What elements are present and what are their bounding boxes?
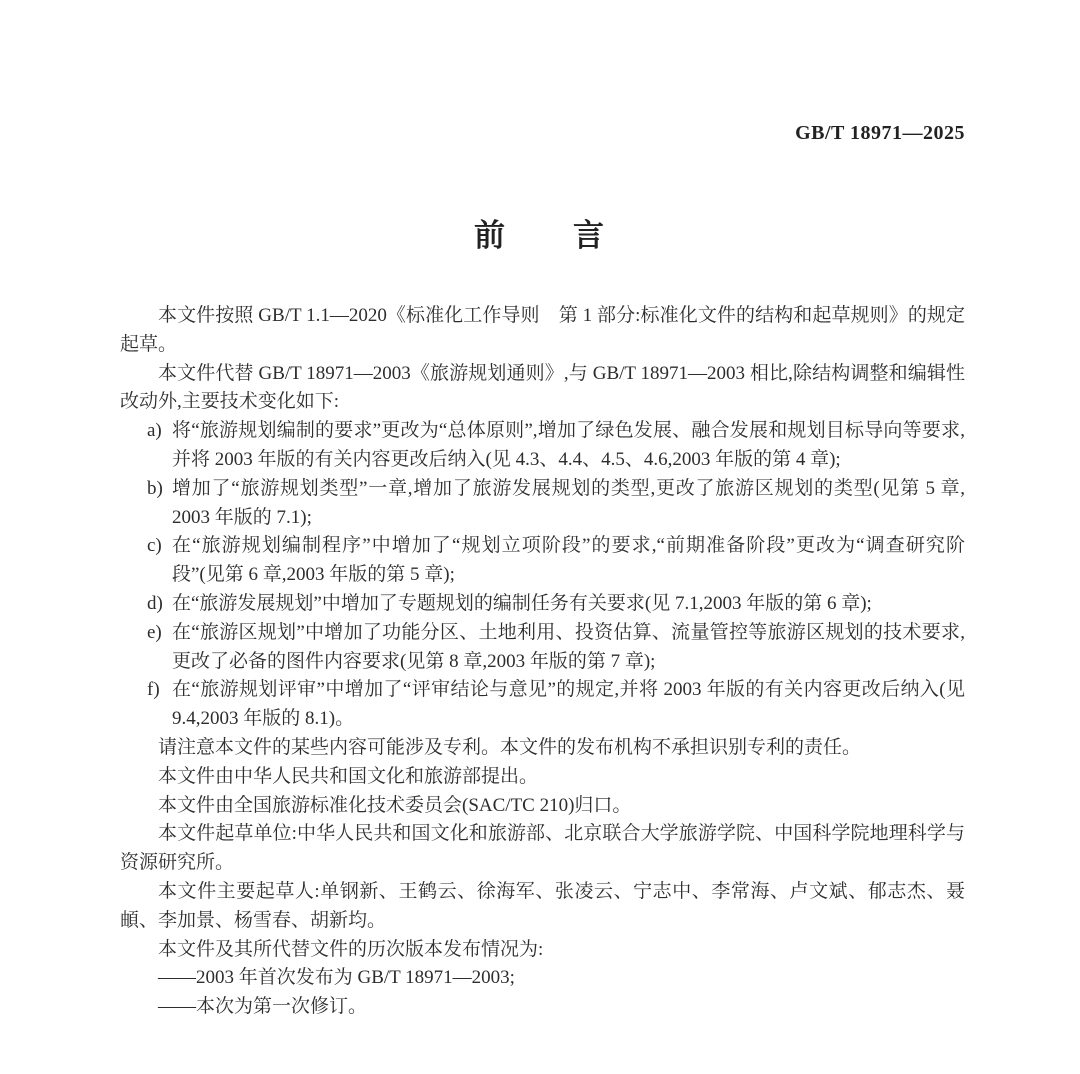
- history-line-2003: ——2003 年首次发布为 GB/T 18971—2003;: [158, 967, 515, 989]
- change-item-e: [120, 619, 965, 677]
- item-text: 在“旅游区规划”中增加了功能分区、土地利用、投资估算、流量管控等旅游区规划的技术要求,更改了必备的图件内容要求(见第 8 章,2003 年版的第 7 章);: [172, 621, 965, 672]
- paragraph-proposer: 本文件由中华人民共和国文化和旅游部提出。: [158, 765, 539, 787]
- paragraph-replacement: 本文件代替 GB/T 18971—2003《旅游规划通则》,与 GB/T 18971—2003 相比,除结构调整和编辑性改动外,主要技术变化如下:: [120, 362, 965, 413]
- paragraph-patent-notice: 请注意本文件的某些内容可能涉及专利。本文件的发布机构不承担识别专利的责任。: [158, 736, 862, 758]
- item-label: c): [147, 535, 162, 557]
- change-item-f: [120, 676, 965, 734]
- paragraph-drafters: 本文件主要起草人:单钢新、王鹤云、徐海军、张凌云、宁志中、李常海、卢文斌、郁志杰、聂頔、李加景、杨雪春、胡新均。: [120, 880, 965, 931]
- foreword-body: [120, 302, 965, 1022]
- item-label: f): [147, 679, 160, 701]
- change-item-d: [120, 590, 965, 619]
- item-label: a): [147, 420, 162, 442]
- paragraph-drafting-units: 本文件起草单位:中华人民共和国文化和旅游部、北京联合大学旅游学院、中国科学院地理科学与资源研究所。: [120, 823, 965, 874]
- change-item-c: [120, 532, 965, 590]
- item-text: 增加了“旅游规划类型”一章,增加了旅游发展规划的类型,更改了旅游区规划的类型(见第 5 章, 2003 年版的 7.1);: [172, 477, 965, 528]
- item-text: 将“旅游规划编制的要求”更改为“总体原则”,增加了绿色发展、融合发展和规划目标导向等要求,并将 2003 年版的有关内容更改后纳入(见 4.3、4.4、4.5、4.6,2003 年版的第 4 章);: [172, 420, 965, 470]
- paragraph-history-intro: 本文件及其所代替文件的历次版本发布情况为:: [158, 938, 544, 960]
- item-text: 在“旅游发展规划”中增加了专题规划的编制任务有关要求(见 7.1,2003 年版的第 6 章);: [172, 592, 872, 614]
- item-text: 在“旅游规划编制程序”中增加了“规划立项阶段”的要求,“前期准备阶段”更改为“调查研究阶段”(见第 6 章,2003 年版的第 5 章);: [172, 535, 965, 586]
- item-label: e): [147, 621, 162, 643]
- change-item-a: [120, 417, 965, 475]
- item-label: b): [147, 477, 163, 499]
- change-item-b: [120, 475, 965, 533]
- paragraph-committee: 本文件由全国旅游标准化技术委员会(SAC/TC 210)归口。: [158, 794, 632, 816]
- paragraph-scope: 本文件按照 GB/T 1.1—2020《标准化工作导则 第 1 部分:标准化文件的结构和起草规则》的规定起草。: [120, 305, 965, 355]
- standard-number: GB/T 18971—2025: [795, 122, 965, 144]
- history-line-revision: ——本次为第一次修订。: [158, 996, 368, 1018]
- item-text: 在“旅游规划评审”中增加了“评审结论与意见”的规定,并将 2003 年版的有关内容更改后纳入(见 9.4,2003 年版的 8.1)。: [172, 679, 965, 730]
- item-label: d): [147, 592, 163, 614]
- page-title: 前 言: [474, 218, 606, 253]
